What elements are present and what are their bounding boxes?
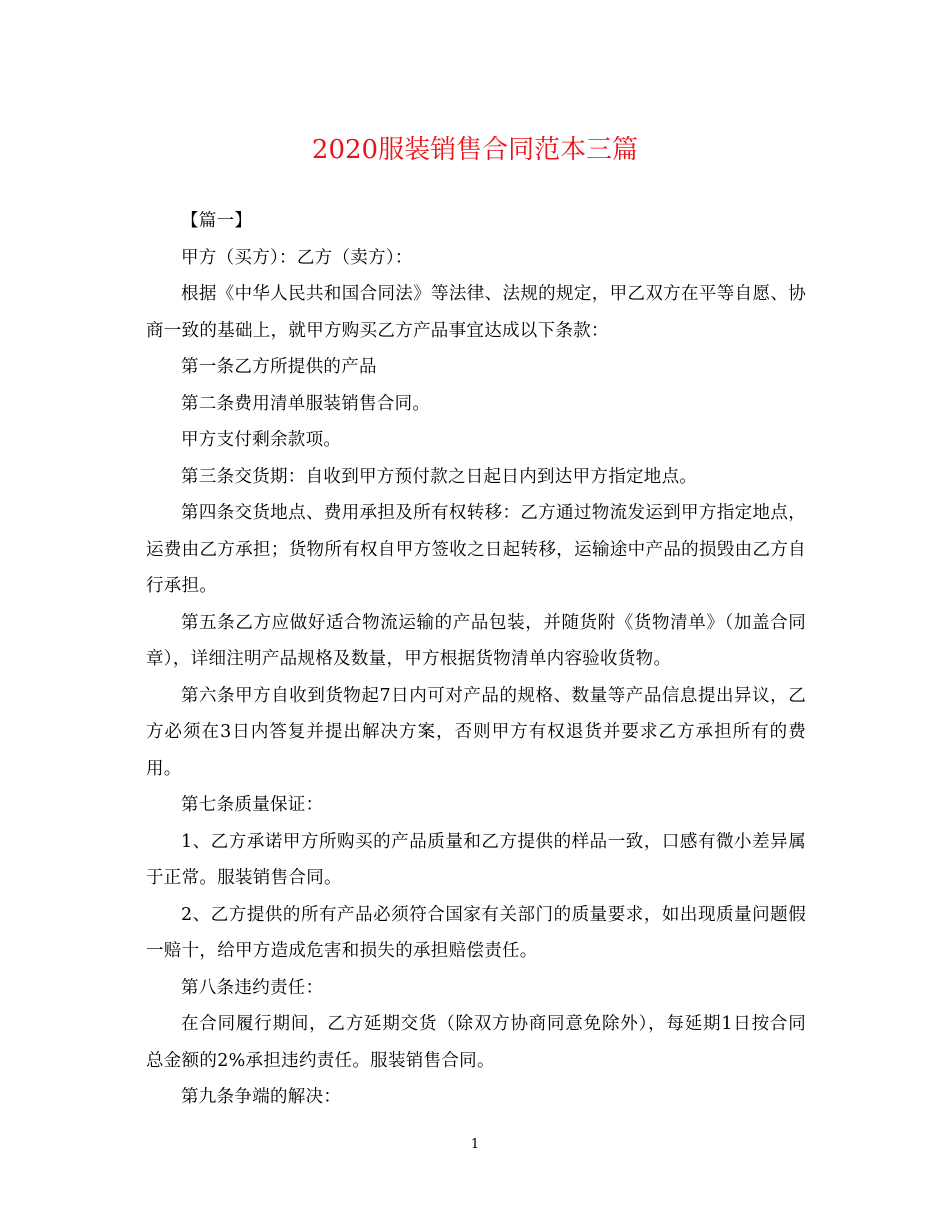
clause-9: 第九条争端的解决：	[181, 1087, 342, 1107]
clause-8: 第八条违约责任：	[181, 977, 324, 998]
clause-4: 第四条交货地点、费用承担及所有权转移：乙方通过物流发运到甲方指定地点，运费由乙方承担；货物所有权自甲方签收之日起转移，运输途中产品的损毁由乙方自行承担。	[146, 503, 806, 596]
clause-7-item-2: 2、乙方提供的所有产品必须符合国家有关部门的质量要求，如出现质量问题假一赔十，给甲方造成危害和损失的承担赔偿责任。	[146, 904, 806, 961]
clause-7-item-1: 1、乙方承诺甲方所购买的产品质量和乙方提供的样品一致，口感有微小差异属于正常。服装销售合同。	[146, 831, 806, 888]
document-title: 2020服装销售合同范本三篇	[311, 135, 639, 165]
section-heading: 【篇一】	[181, 211, 253, 231]
clause-7: 第七条质量保证：	[181, 795, 324, 815]
clause-1: 第一条乙方所提供的产品	[181, 357, 377, 377]
clause-2: 第二条费用清单服装销售合同。	[181, 393, 431, 414]
clause-5: 第五条乙方应做好适合物流运输的产品包装，并随货附《货物清单》（加盖合同章），详细注明产品规格及数量，甲方根据货物清单内容验收货物。	[146, 612, 806, 669]
preamble-paragraph: 根据《中华人民共和国合同法》等法律、法规的规定，甲乙双方在平等自愿、协商一致的基础上，就甲方购买乙方产品事宜达成以下条款：	[146, 284, 806, 341]
document-body	[146, 203, 806, 1116]
clause-3: 第三条交货期：自收到甲方预付款之日起日内到达甲方指定地点。	[181, 466, 698, 487]
parties-line: 甲方（买方）：乙方（卖方）：	[181, 247, 413, 268]
clause-6: 第六条甲方自收到货物起7日内可对产品的规格、数量等产品信息提出异议，乙方必须在3日内答复并提出解决方案，否则甲方有权退货并要求乙方承担所有的费用。	[146, 685, 806, 779]
clause-8-body: 在合同履行期间，乙方延期交货（除双方协商同意免除外），每延期1日按合同总金额的2%承担违约责任。服装销售合同。	[146, 1014, 806, 1071]
page-number: 1	[470, 1137, 480, 1152]
clause-2-payment: 甲方支付剩余款项。	[181, 430, 342, 450]
